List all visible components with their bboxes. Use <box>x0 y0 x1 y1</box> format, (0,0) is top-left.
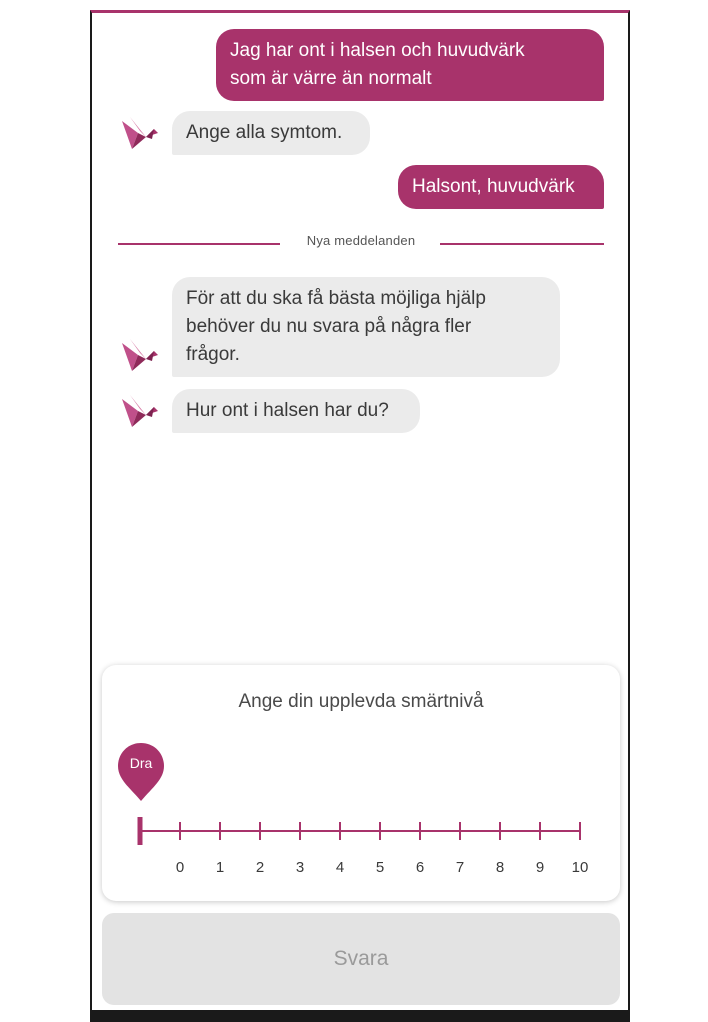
scale-label-4: 4 <box>335 859 345 876</box>
message-line: Hur ont i halsen har du? <box>186 400 389 421</box>
bot-message <box>172 111 370 155</box>
scale-label-5: 5 <box>375 859 385 876</box>
device-bottom-edge <box>92 1010 628 1022</box>
origami-bird-icon <box>120 115 160 151</box>
origami-bird-icon <box>120 393 160 429</box>
message-line: Halsont, huvudvärk <box>412 176 575 197</box>
drag-handle-pin[interactable] <box>116 741 166 803</box>
scale-label-2: 2 <box>255 859 265 876</box>
pain-scale-slider[interactable] <box>102 811 620 881</box>
divider-label: Nya meddelanden <box>306 233 416 248</box>
answer-button[interactable]: Svara <box>102 913 620 1005</box>
bot-message <box>172 389 420 433</box>
origami-bird-icon <box>120 337 160 373</box>
scale-label-7: 7 <box>455 859 465 876</box>
drag-handle-label[interactable]: Dra <box>129 755 153 771</box>
bot-message <box>172 277 560 377</box>
chat-screen <box>90 10 630 1022</box>
pain-card-title: Ange din upplevda smärtnivå <box>238 691 484 712</box>
scale-label-1: 1 <box>215 859 225 876</box>
message-line: För att du ska få bästa möjliga hjälp <box>186 288 486 309</box>
message-line: Jag har ont i halsen och huvudvärk <box>230 40 525 61</box>
scale-label-3: 3 <box>295 859 305 876</box>
scale-label-9: 9 <box>535 859 545 876</box>
pain-level-card <box>102 665 620 901</box>
scale-label-0: 0 <box>175 859 185 876</box>
scale-label-10: 10 <box>571 859 589 876</box>
pain-scale-track[interactable] <box>102 811 620 851</box>
message-line: Ange alla symtom. <box>186 122 343 143</box>
message-line: som är värre än normalt <box>230 68 432 89</box>
user-message <box>398 165 604 209</box>
scale-label-8: 8 <box>495 859 505 876</box>
scale-label-6: 6 <box>415 859 425 876</box>
message-line: frågor. <box>186 344 240 365</box>
user-message <box>216 29 604 101</box>
new-messages-divider <box>118 231 604 255</box>
message-line: behöver du nu svara på några fler <box>186 316 472 337</box>
divider-line-right <box>440 243 604 245</box>
